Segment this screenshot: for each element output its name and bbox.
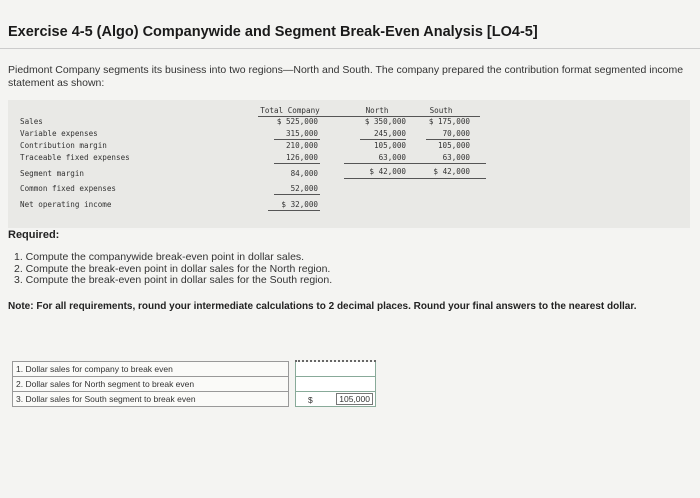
rule-total-common <box>274 194 320 195</box>
north-breakeven-input[interactable] <box>296 376 376 391</box>
answer-row-south <box>13 391 376 406</box>
rule-total-net <box>268 210 320 211</box>
income-statement <box>8 100 690 228</box>
total-variable: 315,000 <box>285 129 318 138</box>
total-net-income: $ 32,000 <box>281 200 318 209</box>
south-sales: $ 175,000 <box>428 117 470 126</box>
rule-south-variable <box>426 139 470 140</box>
row-label-traceable-fixed: Traceable fixed expenses <box>20 153 130 162</box>
total-contribution: 210,000 <box>285 141 318 150</box>
south-segment-margin: $ 42,000 <box>433 167 470 176</box>
answer-label-north: 2. Dollar sales for North segment to break even <box>13 376 289 391</box>
requirements-list <box>14 252 332 287</box>
north-contribution: 105,000 <box>373 141 406 150</box>
rule-total-variable <box>274 139 320 140</box>
row-label-net-operating-income: Net operating income <box>20 200 112 209</box>
south-breakeven-input[interactable] <box>296 391 376 406</box>
company-breakeven-input[interactable] <box>296 361 376 376</box>
answer-table <box>12 360 376 407</box>
rule-segment-margin-double <box>344 178 486 179</box>
title-divider <box>0 48 700 49</box>
south-breakeven-value[interactable]: 105,000 <box>336 393 373 405</box>
total-segment-margin: 84,000 <box>290 169 318 178</box>
south-variable: 70,000 <box>442 129 470 138</box>
south-contribution: 105,000 <box>437 141 470 150</box>
header-south: South <box>429 106 453 115</box>
requirement-3: 3. Compute the break-even point in dollar sales for the South region. <box>14 274 333 286</box>
answer-label-company: 1. Dollar sales for company to break even <box>13 361 289 376</box>
answer-row-north <box>13 376 376 391</box>
header-underline <box>258 116 480 117</box>
total-common-fixed: 52,000 <box>290 184 318 193</box>
rule-total-traceable <box>274 163 320 164</box>
required-heading: Required: <box>8 229 60 241</box>
north-variable: 245,000 <box>373 129 406 138</box>
requirement-2: 2. Compute the break-even point in dollar sales for the North region. <box>14 262 331 275</box>
header-total: Total Company <box>260 106 320 115</box>
south-traceable: 63,000 <box>442 153 470 162</box>
total-traceable: 126,000 <box>285 153 318 162</box>
rounding-note: Note: For all requirements, round your intermediate calculations to 2 decimal places. Round your final answers to the nearest dollar. <box>8 301 637 312</box>
answer-label-south: 3. Dollar sales for South segment to break even <box>13 391 289 406</box>
row-label-contribution-margin: Contribution margin <box>20 141 107 150</box>
row-label-segment-margin: Segment margin <box>20 169 85 178</box>
row-label-common-fixed: Common fixed expenses <box>20 184 117 193</box>
intro-text: Piedmont Company segments its business into two regions—North and South. The company prepared the contribution format segmented income statement as shown: <box>8 64 684 89</box>
row-label-sales: Sales <box>20 117 43 126</box>
north-traceable: 63,000 <box>378 153 406 162</box>
south-dollar-sign: $ <box>308 394 313 405</box>
row-label-variable-expenses: Variable expenses <box>20 129 98 138</box>
answer-row-company <box>13 361 376 376</box>
header-north: North <box>365 106 389 115</box>
rule-north-variable <box>360 139 406 140</box>
total-sales: $ 525,000 <box>276 117 318 126</box>
exercise-title: Exercise 4-5 (Algo) Companywide and Segment Break-Even Analysis [LO4-5] <box>8 24 538 40</box>
requirement-1: 1. Compute the companywide break-even point in dollar sales. <box>14 251 305 263</box>
rule-segment-traceable <box>344 163 486 164</box>
north-sales: $ 350,000 <box>364 117 406 126</box>
north-segment-margin: $ 42,000 <box>369 167 406 176</box>
